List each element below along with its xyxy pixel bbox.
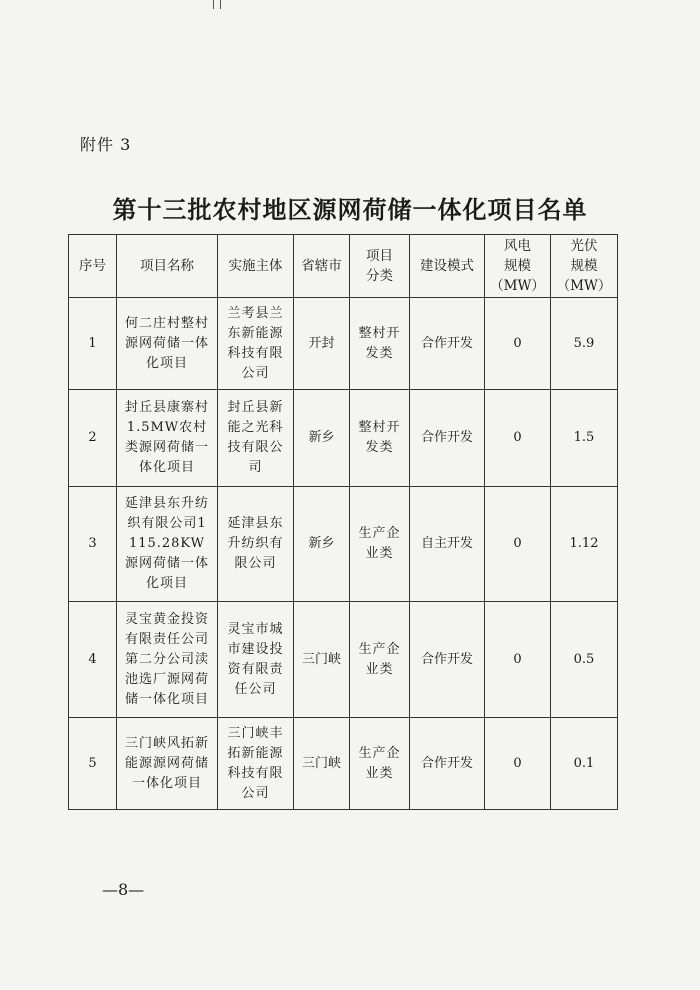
cell-solar: 0.1 [551, 718, 618, 810]
cell-entity: 三门峡丰拓新能源科技有限公司 [218, 718, 294, 810]
cell-solar: 0.5 [551, 602, 618, 718]
cell-category: 生产企业类 [350, 718, 410, 810]
cell-entity: 兰考县兰东新能源科技有限公司 [218, 298, 294, 390]
table-row [69, 298, 618, 390]
binding-mark [213, 0, 225, 10]
cell-name: 三门峡风拓新能源源网荷储一体化项目 [117, 718, 218, 810]
table-row [69, 602, 618, 718]
table-header-row [69, 235, 618, 298]
cell-entity: 封丘县新能之光科技有限公司 [218, 390, 294, 487]
cell-category: 生产企业类 [350, 487, 410, 602]
cell-seq: 5 [69, 718, 117, 810]
cell-mode: 合作开发 [410, 602, 485, 718]
cell-entity: 延津县东升纺织有限公司 [218, 487, 294, 602]
cell-solar: 5.9 [551, 298, 618, 390]
header-wind: 风电 规模 （MW） [485, 235, 551, 298]
header-name: 项目名称 [117, 235, 218, 298]
cell-wind: 0 [485, 487, 551, 602]
cell-wind: 0 [485, 602, 551, 718]
cell-category: 整村开发类 [350, 390, 410, 487]
project-table [68, 234, 618, 810]
cell-city: 三门峡 [294, 718, 350, 810]
cell-wind: 0 [485, 718, 551, 810]
cell-category: 生产企业类 [350, 602, 410, 718]
page-number: —8— [102, 880, 145, 899]
cell-name: 何二庄村整村源网荷储一体化项目 [117, 298, 218, 390]
cell-solar: 1.5 [551, 390, 618, 487]
cell-city: 新乡 [294, 390, 350, 487]
cell-seq: 3 [69, 487, 117, 602]
header-city: 省辖市 [294, 235, 350, 298]
document-title: 第十三批农村地区源网荷储一体化项目名单 [112, 195, 588, 224]
cell-seq: 4 [69, 602, 117, 718]
cell-mode: 自主开发 [410, 487, 485, 602]
cell-seq: 2 [69, 390, 117, 487]
cell-wind: 0 [485, 390, 551, 487]
cell-mode: 合作开发 [410, 298, 485, 390]
table-row [69, 718, 618, 810]
cell-city: 三门峡 [294, 602, 350, 718]
header-category: 项目 分类 [350, 235, 410, 298]
cell-solar: 1.12 [551, 487, 618, 602]
table-row [69, 487, 618, 602]
cell-name: 封丘县康寨村1.5MW农村类源网荷储一体化项目 [117, 390, 218, 487]
cell-entity: 灵宝市城市建设投资有限责任公司 [218, 602, 294, 718]
cell-category: 整村开发类 [350, 298, 410, 390]
cell-city: 新乡 [294, 487, 350, 602]
header-entity: 实施主体 [218, 235, 294, 298]
attachment-label: 附件 3 [80, 135, 132, 154]
cell-mode: 合作开发 [410, 718, 485, 810]
cell-name: 延津县东升纺织有限公司1115.28KW源网荷储一体化项目 [117, 487, 218, 602]
header-solar: 光伏 规模 （MW） [551, 235, 618, 298]
cell-mode: 合作开发 [410, 390, 485, 487]
cell-seq: 1 [69, 298, 117, 390]
header-mode: 建设模式 [410, 235, 485, 298]
table-row [69, 390, 618, 487]
cell-city: 开封 [294, 298, 350, 390]
cell-wind: 0 [485, 298, 551, 390]
header-seq: 序号 [69, 235, 117, 298]
cell-name: 灵宝黄金投资有限责任公司第二分公司渎池选厂源网荷储一体化项目 [117, 602, 218, 718]
